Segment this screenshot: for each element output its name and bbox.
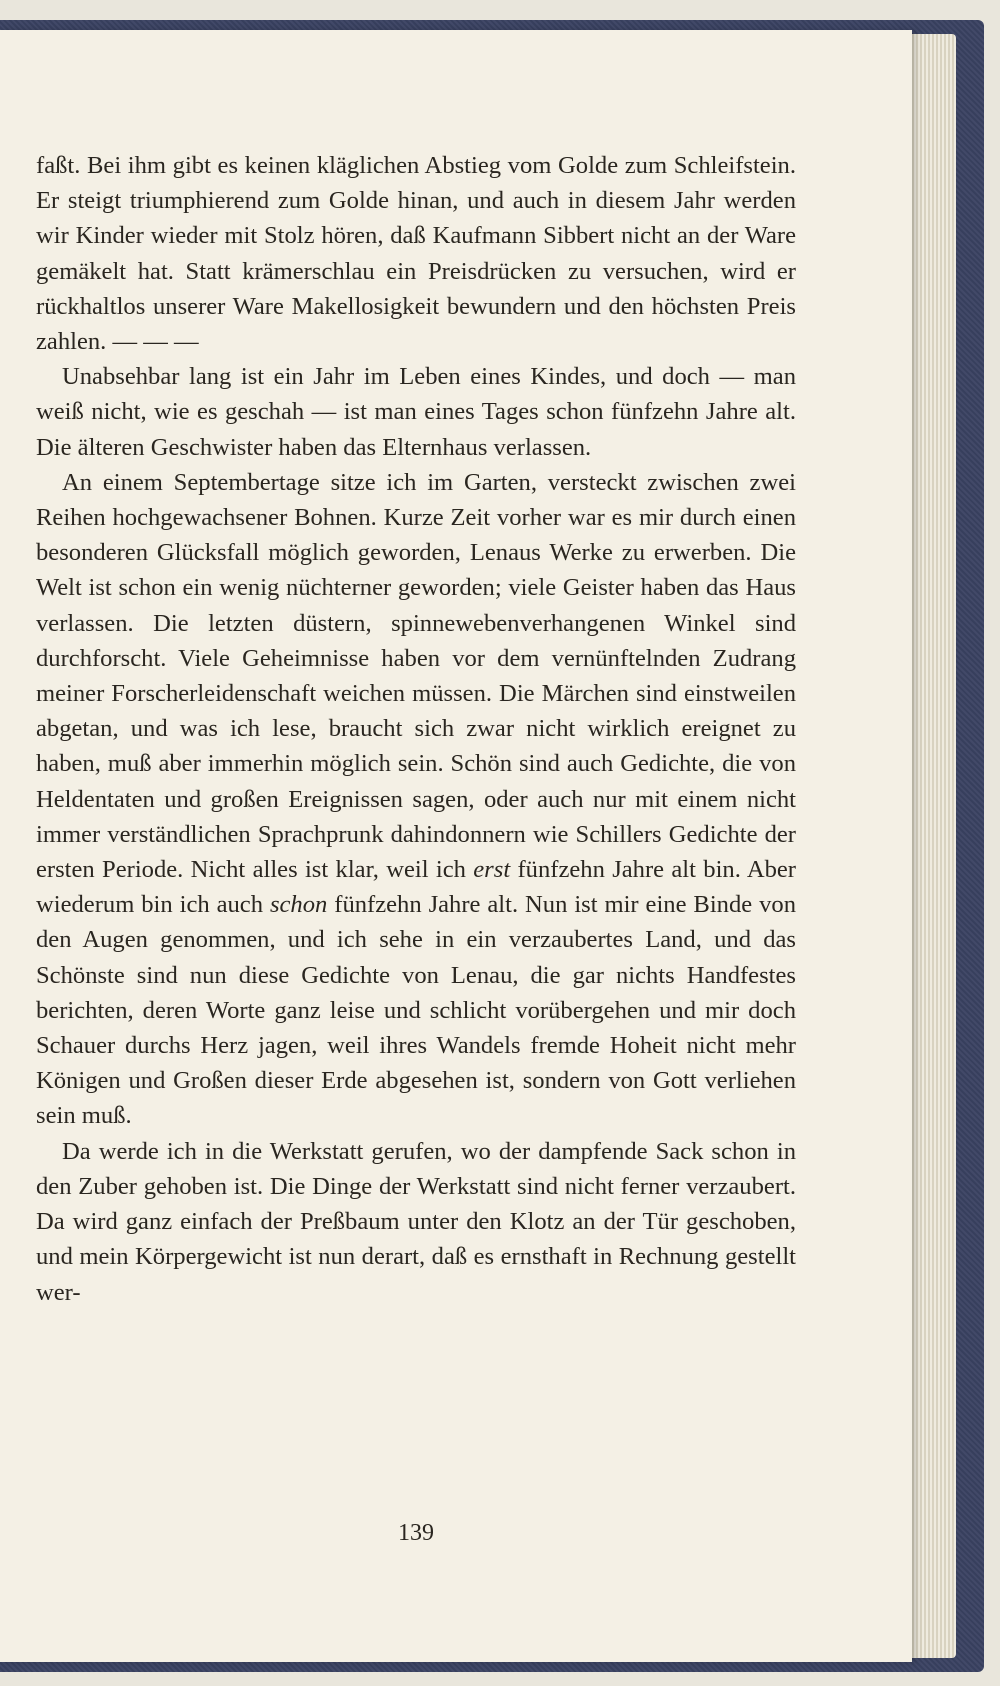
paragraph-4 — [36, 1134, 796, 1310]
paragraph-2 — [36, 359, 796, 465]
book-page — [0, 30, 912, 1662]
emphasis-erst: erst — [473, 856, 511, 884]
emphasis-schon: schon — [269, 891, 328, 919]
paragraph-3-text-a: An einem Septembertage sitze ich im Garten, versteckt zwischen zwei Reihen hochgewachsener Bohnen. Kurze Zeit vorher war es mir durch einen besonderen Glücksfall möglich geworden, Lenaus Werke zu erwerben. Die Welt ist schon ein wenig nüchterner geworden; viele Geister haben das Haus verlassen. Die letzten düstern, spinnewebenverhangenen Winkel sind durchforscht. Viele Geheimnisse haben vor dem vernünftelnden Zudrang meiner Forscherleidenschaft weichen müssen. Die Märchen sind einstweilen abgetan, und was ich lese, braucht sich zwar nicht wirklich ereignet zu haben, muß aber immerhin möglich sein. Schön sind auch Gedichte, die von Heldentaten und großen Ereignissen sagen, oder auch nur mit einem nicht immer verständlichen Sprachprunk dahindonnern wie Schillers Gedichte der ersten Periode. Nicht alles ist klar, weil ich — [36, 468, 796, 884]
paragraph-4-text: Da werde ich in die Werkstatt gerufen, wo der dampfende Sack schon in den Zuber gehoben ist. Die Dinge der Werkstatt sind nicht ferner verzaubert. Da wird ganz einfach der Preßbaum unter den Klotz an der Tür geschoben, und mein Körpergewicht ist nun derart, daß es ernsthaft in Rechnung gestellt wer- — [36, 1137, 796, 1306]
paragraph-3-text-c: fünfzehn Jahre alt. Nun ist mir eine Binde von den Augen genommen, und ich sehe in ein verzaubertes Land, und das Schönste sind nun diese Gedichte von Lenau, die gar nichts Handfestes berichten, deren Worte ganz leise und schlicht vorübergehen und mir doch Schauer durchs Herz jagen, weil ihres Wandels fremde Hoheit nicht mehr Königen und Großen dieser Erde abgesehen ist, sondern von Gott verliehen sein muß. — [36, 891, 796, 1130]
paragraph-2-text: Unabsehbar lang ist ein Jahr im Leben eines Kindes, und doch — man weiß nicht, wie es geschah — ist man eines Tages schon fünfzehn Jahre alt. Die älteren Geschwister haben das Elternhaus verlassen. — [36, 363, 796, 461]
body-text — [36, 148, 796, 1310]
page-number: 139 — [398, 1520, 434, 1546]
paragraph-1-text: faßt. Bei ihm gibt es keinen kläglichen Abstieg vom Golde zum Schleifstein. Er steigt triumphierend zum Golde hinan, und auch in diesem Jahr werden wir Kinder wieder mit Stolz hören, daß Kaufmann Sibbert nicht an der Ware gemäkelt hat. Statt krämerschlau ein Preisdrücken zu versuchen, wird er rückhaltlos unserer Ware Makellosigkeit bewundern und den höchsten Preis zahlen. — — — — [36, 152, 796, 356]
paragraph-1 — [36, 148, 796, 359]
paragraph-3 — [36, 465, 796, 1134]
paragraph-3-text-b: fünfzehn Jahre alt bin. Aber wiederum bin ich auch — [36, 856, 796, 919]
